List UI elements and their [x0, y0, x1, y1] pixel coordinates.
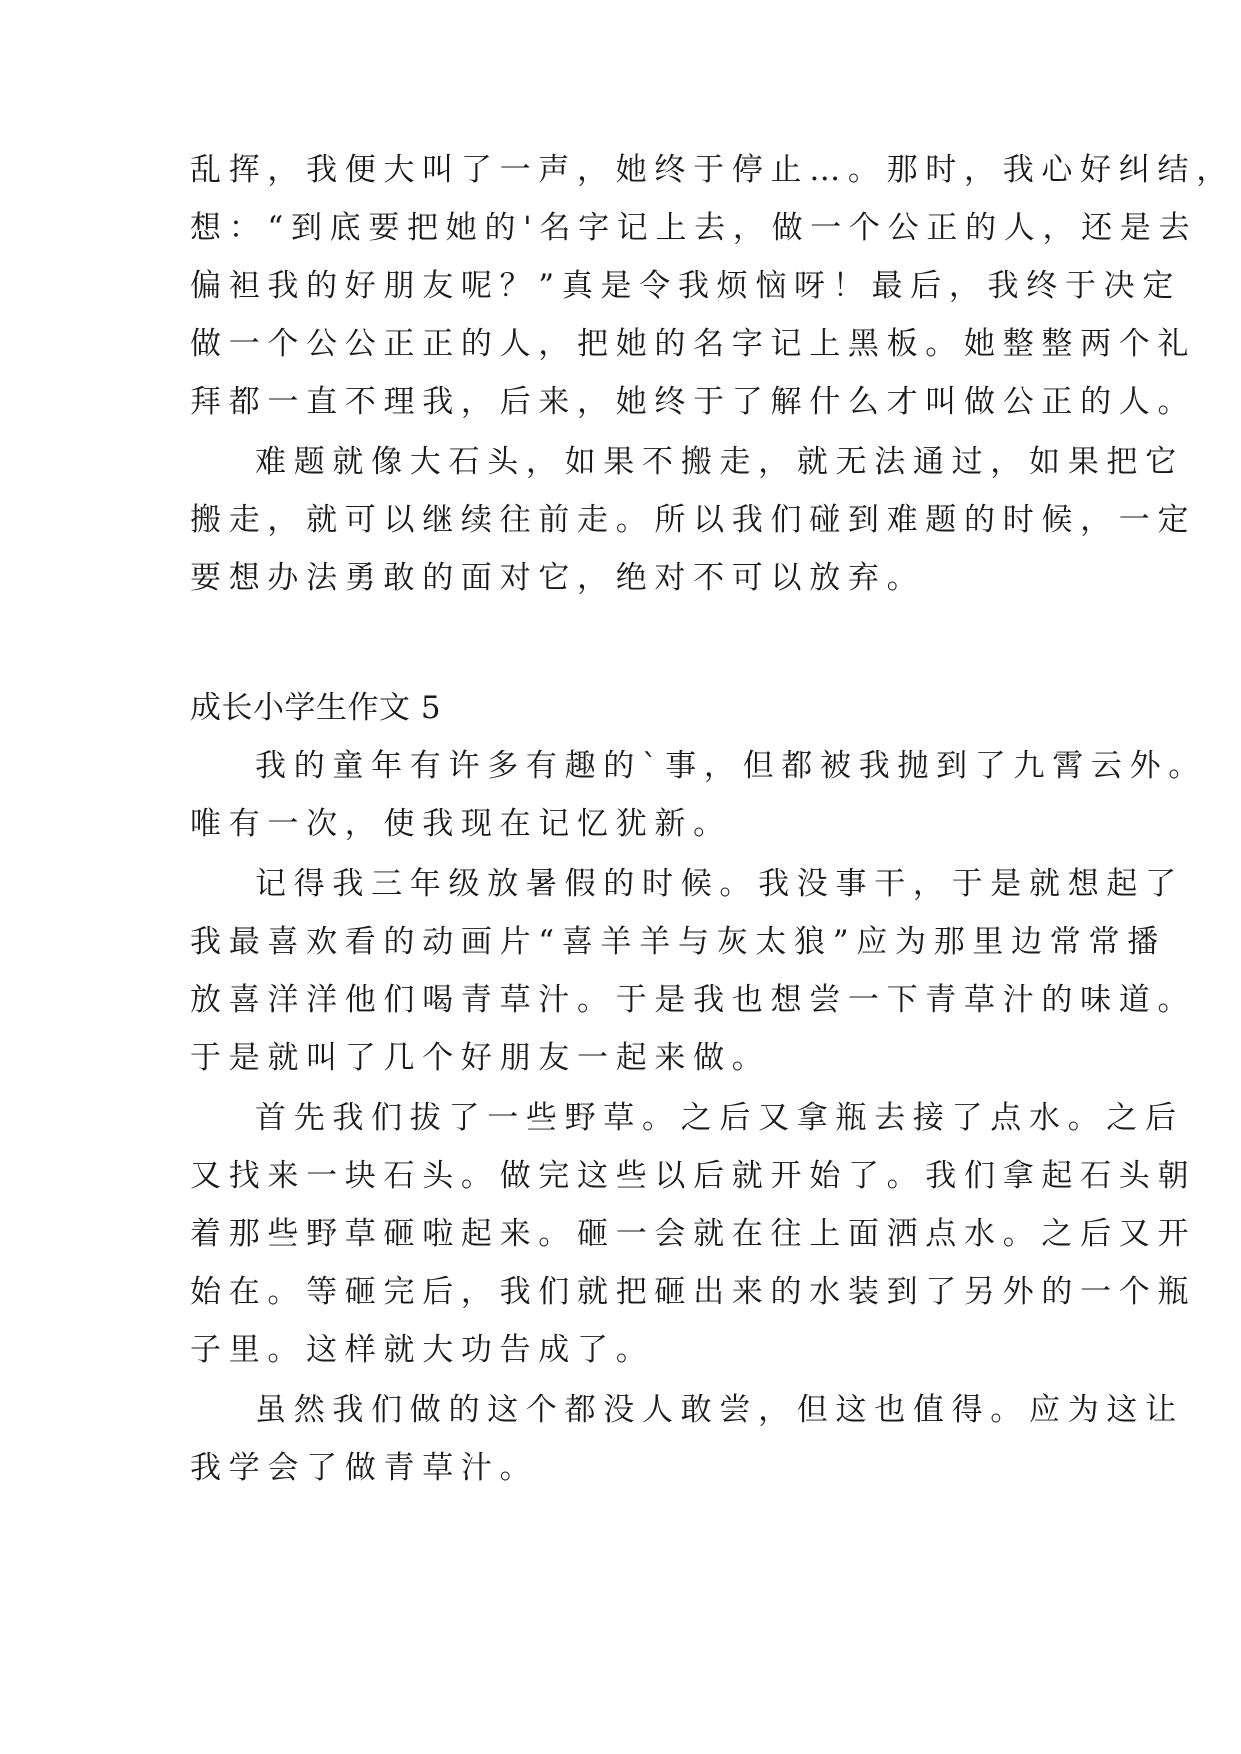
- text-line: 子里。这样就大功告成了。: [190, 1332, 655, 1368]
- paragraph-first-line: 首先我们拔了一些野草。之后又拿瓶去接了点水。之后: [255, 1100, 1184, 1136]
- text-line: 做一个公公正正的人，把她的名字记上黑板。她整整两个礼: [190, 326, 1197, 362]
- text-line: 始在。等砸完后，我们就把砸出来的水装到了另外的一个瓶: [190, 1274, 1197, 1310]
- paragraph-first-line: 记得我三年级放暑假的时候。我没事干，于是就想起了: [255, 866, 1184, 902]
- text-line: 放喜洋洋他们喝青草汁。于是我也想尝一下青草汁的味道。: [190, 982, 1197, 1018]
- text-line: 于是就叫了几个好朋友一起来做。: [190, 1040, 771, 1076]
- text-line: 着那些野草砸啦起来。砸一会就在往上面洒点水。之后又开: [190, 1216, 1197, 1252]
- paragraph-first-line: 我的童年有许多有趣的`事，但都被我抛到了九霄云外。: [255, 748, 1207, 784]
- text-line: 拜都一直不理我，后来，她终于了解什么才叫做公正的人。: [190, 384, 1197, 420]
- text-line: 唯有一次，使我现在记忆犹新。: [190, 806, 732, 842]
- text-line: 想：“到底要把她的'名字记上去，做一个公正的人，还是去: [190, 210, 1198, 246]
- text-line: 要想办法勇敢的面对它，绝对不可以放弃。: [190, 560, 926, 596]
- text-line: 偏袒我的好朋友呢？”真是令我烦恼呀！最后，我终于决定: [190, 268, 1182, 304]
- text-line: 乱挥，我便大叫了一声，她终于停止…。那时，我心好纠结，: [190, 152, 1235, 188]
- section-heading: 成长小学生作文 5: [190, 690, 442, 726]
- paragraph-first-line: 虽然我们做的这个都没人敢尝，但这也值得。应为这让: [255, 1392, 1184, 1428]
- text-line: 又找来一块石头。做完这些以后就开始了。我们拿起石头朝: [190, 1158, 1197, 1194]
- text-line: 我学会了做青草汁。: [190, 1450, 539, 1486]
- text-line: 我最喜欢看的动画片“喜羊羊与灰太狼”应为那里边常常播: [190, 924, 1166, 960]
- text-line: 搬走，就可以继续往前走。所以我们碰到难题的时候，一定: [190, 502, 1197, 538]
- paragraph-first-line: 难题就像大石头，如果不搬走，就无法通过，如果把它: [255, 444, 1184, 480]
